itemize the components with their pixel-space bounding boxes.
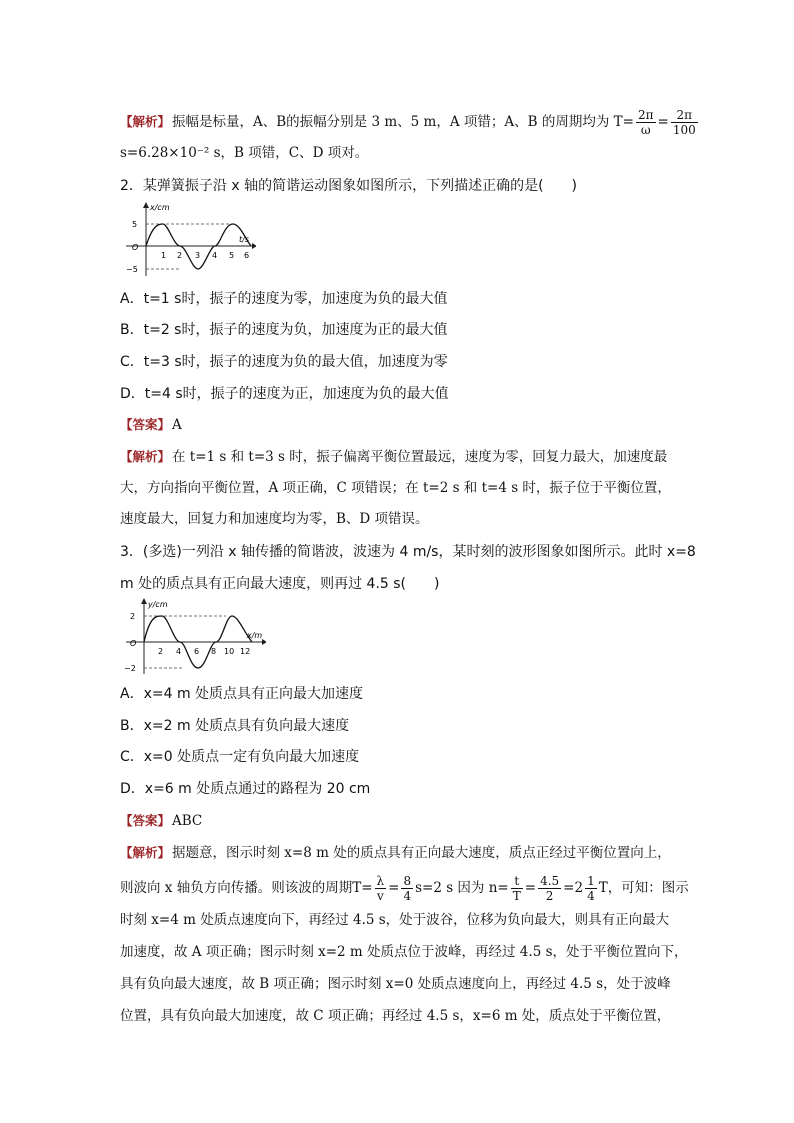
fraction-4.5-2: $\frac{4.5}{2}$ <box>540 874 560 903</box>
q3-xtick-8: 8 <box>211 647 217 656</box>
q2-xtick-1: 1 <box>161 251 167 260</box>
q2-option-b: B．t=2 s时，振子的速度为负，加速度为正的最大值 <box>120 322 448 338</box>
q2-analysis-line-3: 速度最大，回复力和加速度均为零，B、D 项错误。 <box>120 511 429 527</box>
q2-analysis-line-1: 【解析】 在 t=1 s 和 t=3 s 时，振子偏离平衡位置最远，速度为零，回复力最大，加速度最 <box>120 449 668 465</box>
q3-analysis-line-3: 时刻 x=4 m 处质点速度向下，再经过 4.5 s，处于波谷，位移为负向最大，则具有正向最大 <box>120 912 670 928</box>
q3-option-b: B．x=2 m 处质点具有负向最大速度 <box>120 718 350 734</box>
q2-xtick-6: 6 <box>244 251 250 260</box>
answer-tag: 【答案】 <box>120 813 171 828</box>
q3-analysis-line-6: 位置，具有负向最大加速度，故 C 项正确；再经过 4.5 s，x=6 m 处，质点处于平衡位置， <box>120 1008 671 1024</box>
q2-xtick-3: 3 <box>195 251 201 260</box>
q2-analysis-line-2: 大，方向指向平衡位置，A 项正确，C 项错误；在 t=2 s 和 t=4 s 时，振子位于平衡位置， <box>120 480 671 496</box>
q2-answer-value: A <box>172 417 182 433</box>
q2-ytick-neg5: −5 <box>126 265 138 274</box>
q3-xlabel: x/m <box>247 631 263 640</box>
q3-xtick-10: 10 <box>224 647 235 656</box>
q3-xtick-6: 6 <box>194 647 200 656</box>
q2-xlabel: t/s <box>239 235 249 244</box>
fraction-2pi-100: $\frac{2\pi}{100}$ <box>672 108 696 137</box>
q3-analysis-line-4: 加速度，故 A 项正确；图示时刻 x=2 m 处质点位于波峰，再经过 4.5 s，处于平衡位置向下， <box>120 944 688 960</box>
q2-origin: O <box>132 243 139 252</box>
fraction-lambda-v: $\frac{\lambda}{v}$ <box>376 874 385 903</box>
fraction-1-4: $\frac{1}{4}$ <box>587 874 595 903</box>
q3-answer-value: ABC <box>172 813 203 829</box>
q3-wave-graph <box>116 598 266 678</box>
q3-option-d: D．x=6 m 处质点通过的路程为 20 cm <box>120 781 371 797</box>
q1-analysis-text: 振幅是标量，A、B的振幅分别是 3 m、5 m，A 项错；A、B 的周期均为 <box>172 114 610 130</box>
q3-ytick-2: 2 <box>130 612 136 621</box>
q2-ylabel: x/cm <box>150 203 170 212</box>
period-symbol: T= <box>613 114 634 130</box>
answer-tag: 【答案】 <box>120 417 171 432</box>
q3-option-a: A．x=4 m 处质点具有正向最大加速度 <box>120 686 364 702</box>
q3-ytick-neg2: −2 <box>124 664 136 673</box>
analysis-tag: 【解析】 <box>120 114 171 129</box>
q2-xtick-5: 5 <box>229 251 235 260</box>
q3-stem-line-2: m 处的质点具有正向最大速度，则再过 4.5 s( ) <box>120 576 440 592</box>
q3-stem-line-1: 3．(多选)一列沿 x 轴传播的简谐波，波速为 4 m/s，某时刻的波形图象如图所示。此时 x=8 <box>120 544 696 560</box>
q3-analysis-line-2: 则波向 x 轴负方向传播。则该波的周期T= $\frac{\lambda}{v}$ = $\frac{8}{4}$ s=2 s 因为 n= $\frac{t}{T}$ = $\frac{4.5}{2}$ =2 $\frac{1}{4}$ T，可知：图示 <box>120 874 689 903</box>
q2-option-d: D．t=4 s时，振子的速度为正，加速度为负的最大值 <box>120 386 449 402</box>
q3-xtick-12: 12 <box>240 647 251 656</box>
q3-xtick-2: 2 <box>158 647 164 656</box>
q2-xtick-4: 4 <box>212 251 218 260</box>
q1-analysis-line-1: 【解析】 振幅是标量，A、B的振幅分别是 3 m、5 m，A 项错；A、B 的周期均为 T= $\frac{2\pi}{\omega}$ = $\frac{2\pi}{100}$ <box>120 108 696 137</box>
q2-answer <box>120 415 182 435</box>
fraction-8-4: $\frac{8}{4}$ <box>403 874 412 903</box>
q1-analysis-line-2: s=6.28×10⁻² s，B 项错，C、D 项对。 <box>120 145 369 161</box>
q3-analysis-line-1: 【解析】 据题意，图示时刻 x=8 m 处的质点具有正向最大速度，质点正经过平衡位置向上， <box>120 845 671 861</box>
q3-ylabel: y/cm <box>148 600 168 609</box>
q2-option-c: C．t=3 s时，振子的速度为负的最大值，加速度为零 <box>120 354 448 370</box>
q2-xtick-2: 2 <box>177 251 183 260</box>
q3-answer <box>120 811 202 831</box>
q2-stem: 2．某弹簧振子沿 x 轴的简谐运动图象如图所示，下列描述正确的是( ) <box>120 178 578 194</box>
q3-xtick-4: 4 <box>176 647 182 656</box>
fraction-t-T: $\frac{t}{T}$ <box>512 874 521 903</box>
q3-origin: O <box>130 639 137 648</box>
analysis-tag: 【解析】 <box>120 845 171 860</box>
fraction-2pi-omega: $\frac{2\pi}{\omega}$ <box>637 108 654 137</box>
analysis-tag: 【解析】 <box>120 449 171 464</box>
q2-shm-graph <box>116 200 256 280</box>
q3-option-c: C．x=0 处质点一定有负向最大加速度 <box>120 749 360 765</box>
q2-option-a: A．t=1 s时，振子的速度为零，加速度为负的最大值 <box>120 291 448 307</box>
q3-analysis-line-5: 具有负向最大速度，故 B 项正确；图示时刻 x=0 处质点速度向上，再经过 4.5 s，处于波峰 <box>120 976 671 992</box>
q2-ytick-5: 5 <box>132 220 138 229</box>
